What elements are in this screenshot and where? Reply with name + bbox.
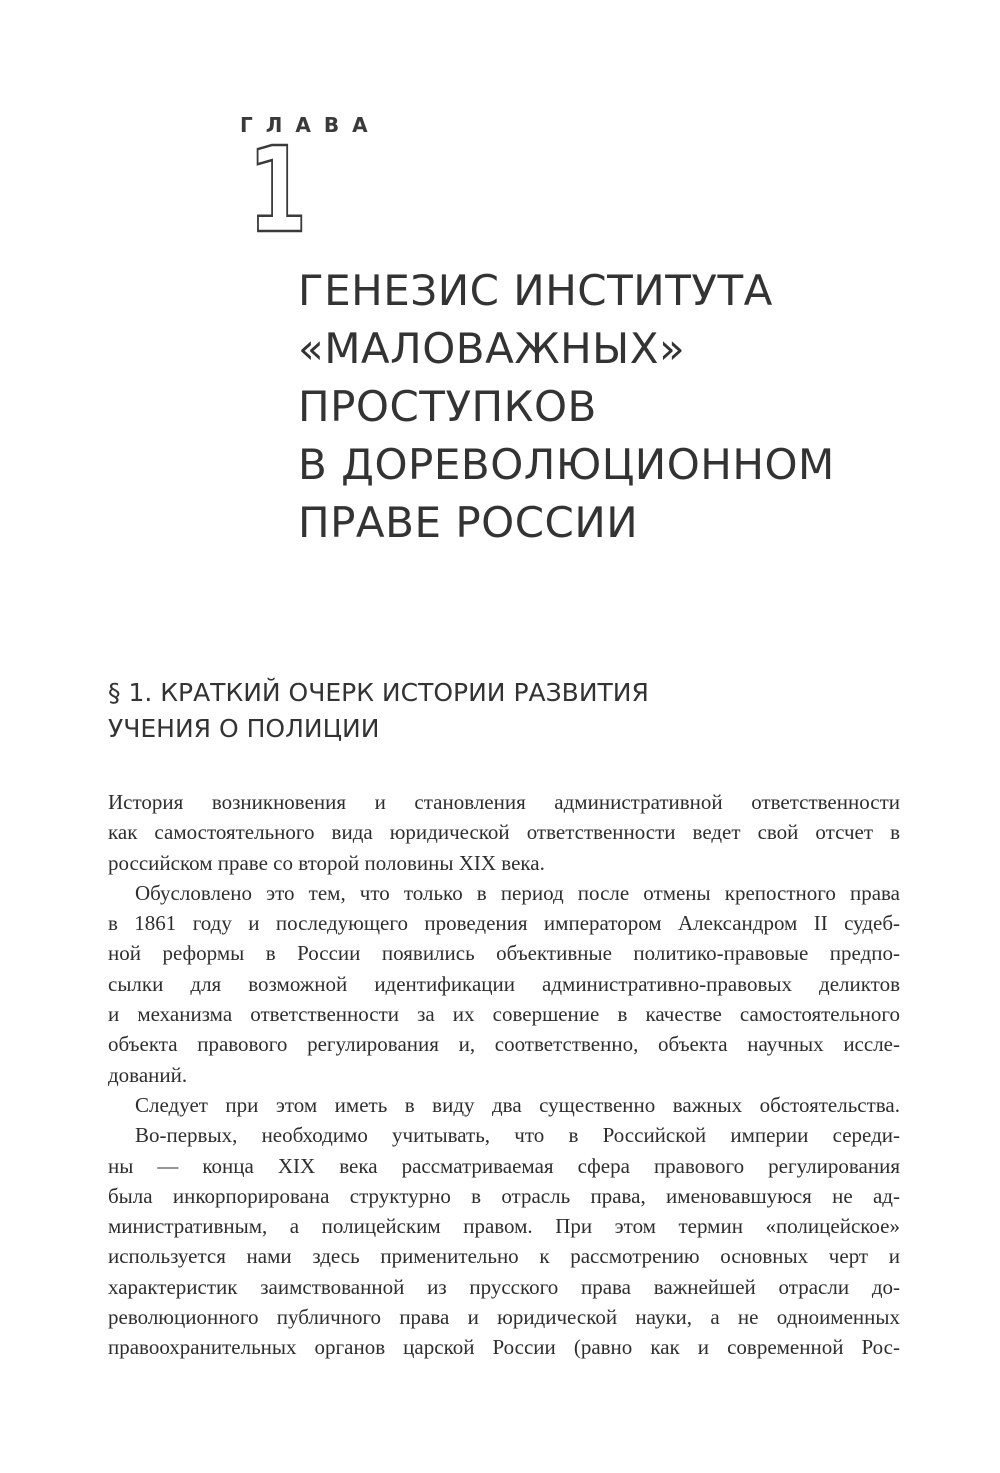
chapter-title bbox=[298, 262, 988, 552]
text-line: министративным, а полицейским правом. При этом термин «полицейское» bbox=[108, 1214, 900, 1239]
text-line: как самостоятельного вида юридической ответственности ведет свой отсчет в bbox=[108, 820, 900, 845]
section-heading bbox=[108, 675, 908, 747]
text-line: была инкорпорирована структурно в отрасль права, именовавшуюся не ад- bbox=[108, 1183, 900, 1208]
chapter-title-line: В ДОРЕВОЛЮЦИОННОМ bbox=[298, 440, 835, 489]
text-line: используется нами здесь применительно к рассмотрению основных черт и bbox=[108, 1244, 900, 1269]
chapter-title-line: «МАЛОВАЖНЫХ» bbox=[298, 324, 686, 373]
chapter-label: ГЛАВА bbox=[240, 113, 381, 137]
text-line: в 1861 году и последующего проведения императором Александром II судеб- bbox=[108, 911, 900, 936]
text-line: российском праве со второй половины XIX века. bbox=[108, 850, 545, 875]
text-line: История возникновения и становления административной ответственности bbox=[108, 790, 900, 814]
text-line: Во-первых, необходимо учитывать, что в Российской империи середи- bbox=[135, 1123, 900, 1148]
text-line: ной реформы в России появились объективные политико-правовые предпо- bbox=[108, 941, 900, 966]
chapter-title-line: ПРАВЕ РОССИИ bbox=[298, 498, 639, 547]
chapter-number: 1 bbox=[248, 121, 308, 259]
text-line: Обусловлено это тем, что только в период после отмены крепостного права bbox=[135, 880, 900, 905]
text-line: объекта правового регулирования и, соответственно, объекта научных иссле- bbox=[108, 1032, 900, 1057]
text-line: сылки для возможной идентификации административно-правовых деликтов bbox=[108, 971, 900, 996]
section-heading-line: § 1. КРАТКИЙ ОЧЕРК ИСТОРИИ РАЗВИТИЯ bbox=[108, 678, 649, 707]
text-line: Следует при этом иметь в виду два существенно важных обстоятельства. bbox=[135, 1092, 900, 1117]
section-heading-line: УЧЕНИЯ О ПОЛИЦИИ bbox=[108, 714, 380, 743]
text-line: и механизма ответственности за их совершение в качестве самостоятельного bbox=[108, 1002, 900, 1027]
text-line: правоохранительных органов царской России (равно как и современной Рос- bbox=[108, 1335, 900, 1360]
chapter-title-line: ПРОСТУПКОВ bbox=[298, 382, 597, 431]
body-text bbox=[108, 787, 900, 1363]
text-line: революционного публичного права и юридической науки, а не одноименных bbox=[108, 1305, 900, 1330]
text-line: характеристик заимствованной из прусского права важнейшей отрасли до- bbox=[108, 1274, 900, 1299]
chapter-title-line: ГЕНЕЗИС ИНСТИТУТА bbox=[298, 266, 773, 315]
text-line: ны — конца XIX века рассматриваемая сфера правового регулирования bbox=[108, 1153, 900, 1178]
text-line: дований. bbox=[108, 1062, 188, 1087]
